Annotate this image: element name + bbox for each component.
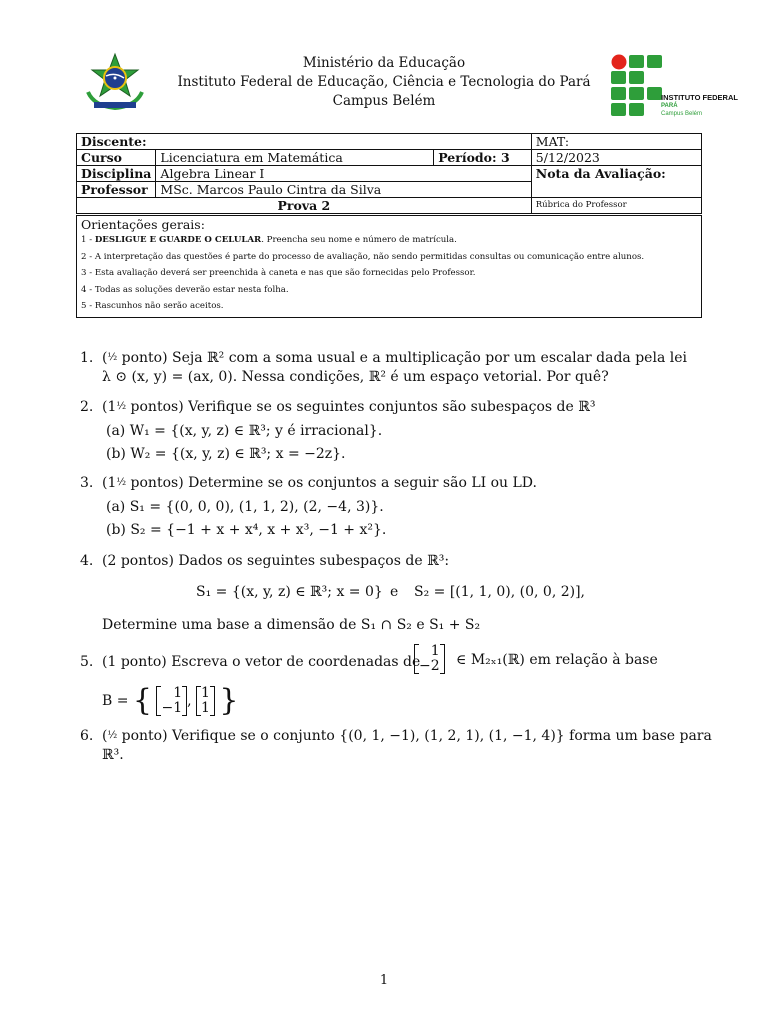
subspace-s1: S₁ = {(x, y, z) ∈ ℝ³; x = 0} xyxy=(196,584,383,600)
question-5 xyxy=(80,652,420,672)
subspace-conjunction: e xyxy=(390,584,399,600)
basis-vector-1-entry-1: 1 xyxy=(173,685,183,701)
vector-entry-1: 1 xyxy=(430,643,440,659)
professor-value: MSc. Marcos Paulo Cintra da Silva xyxy=(156,182,531,198)
coordinate-vector-matrix xyxy=(414,644,445,674)
if-logo-text-state: PARÁ xyxy=(661,103,678,109)
question-3-text: (1½ pontos) Determine se os conjuntos a seguir são LI ou LD. xyxy=(102,475,537,491)
exam-date: 5/12/2023 xyxy=(531,150,701,166)
question-4 xyxy=(80,551,449,571)
basis-close-brace: } xyxy=(219,683,239,718)
guideline-item-2: 2 - A interpretação das questões é parte do processo de avaliação, não sendo permitidas consultas ou comunicação entre alunos. xyxy=(81,251,645,262)
exam-title: Prova 2 xyxy=(77,198,532,214)
if-logo-text-campus: Campus Belém xyxy=(661,111,703,117)
basis-vector-1 xyxy=(156,686,187,716)
question-6-line-2: ℝ³. xyxy=(102,747,124,763)
question-4-task: Determine uma base a dimensão de S₁ ∩ S₂ e S₁ + S₂ xyxy=(102,617,481,633)
basis-open-brace: { xyxy=(132,683,153,718)
half-point-fraction: ½ xyxy=(107,730,118,741)
question-6 xyxy=(80,726,712,746)
basis-b xyxy=(102,682,238,720)
header-line-institute: Instituto Federal de Educação, Ciência e Tecnologia do Pará xyxy=(177,74,591,90)
brazil-coat-of-arms-icon xyxy=(80,52,150,114)
guideline-item-4: 4 - Todas as soluções deverão estar nesta folha. xyxy=(81,284,289,295)
question-6-number: 6. xyxy=(80,728,94,744)
disciplina-value: Algebra Linear I xyxy=(156,166,531,182)
question-1-number: 1. xyxy=(80,350,94,366)
question-5-space: ∈ M₂ₓ₁(ℝ) em relação à base xyxy=(456,652,658,668)
vector-entry-2: −2 xyxy=(419,658,440,674)
periodo-label: Período: 3 xyxy=(434,150,532,166)
question-4-number: 4. xyxy=(80,553,94,569)
half-point-fraction: ½ xyxy=(116,477,127,488)
curso-label: Curso xyxy=(77,150,156,166)
guideline-item-1-bold: DESLIGUE E GUARDE O CELULAR xyxy=(94,235,262,245)
subspace-s2: S₂ = [(1, 1, 0), (0, 0, 2)], xyxy=(414,584,586,600)
guideline-item-3: 3 - Esta avaliação deverá ser preenchida à caneta e nas que são fornecidas pelo Professor. xyxy=(81,268,476,278)
question-4-text: (2 pontos) Dados os seguintes subespaços de ℝ³: xyxy=(102,553,450,569)
question-5-number: 5. xyxy=(80,654,94,670)
question-3b: (b) S₂ = {−1 + x + x⁴, x + x³, −1 + x²}. xyxy=(106,522,387,538)
mat-field[interactable]: MAT: xyxy=(531,134,701,150)
question-1-line-2: λ ⊙ (x, y) = (ax, 0). Nessa condições, ℝ² é um espaço vetorial. Por quê? xyxy=(102,369,609,385)
discente-field[interactable]: Discente: xyxy=(77,134,532,150)
guidelines-title: Orientações gerais: xyxy=(81,217,205,232)
header-line-ministry: Ministério da Educação xyxy=(302,55,466,71)
question-6-text: (½ ponto) Verifique se o conjunto {(0, 1, −1), (1, 2, 1), (1, −1, 4)} forma um base para xyxy=(102,728,712,744)
basis-vector-2-entry-1: 1 xyxy=(201,685,210,701)
curso-value: Licenciatura em Matemática xyxy=(156,150,434,166)
basis-vector-2-entry-2: 1 xyxy=(201,700,210,716)
question-1-text: (½ ponto) Seja ℝ² com a soma usual e a multiplicação por um escalar dada pela lei xyxy=(102,350,687,366)
basis-label: B = xyxy=(102,693,129,709)
header-line-campus: Campus Belém xyxy=(332,93,436,109)
guideline-item-1 xyxy=(81,232,697,249)
question-2-text: (1½ pontos) Verifique se os seguintes conjuntos são subespaços de ℝ³ xyxy=(102,399,596,415)
question-2b: (b) W₂ = {(x, y, z) ∈ ℝ³; x = −2z}. xyxy=(106,446,346,462)
page-number: 1 xyxy=(379,973,389,988)
question-2-number: 2. xyxy=(80,399,94,415)
if-logo-text-institute: INSTITUTO FEDERAL xyxy=(661,93,738,102)
half-point-fraction: ½ xyxy=(107,352,118,363)
basis-vector-2 xyxy=(196,686,215,716)
question-3 xyxy=(80,473,537,493)
basis-vector-1-entry-2: −1 xyxy=(161,700,183,716)
if-logo-text xyxy=(661,93,738,117)
guideline-item-1-rest: . Preencha seu nome e número de matrícula. xyxy=(261,235,457,245)
rubrica-field[interactable]: Rúbrica do Professor xyxy=(531,198,701,214)
basis-separator: , xyxy=(187,693,192,709)
institution-header xyxy=(150,54,618,111)
question-1 xyxy=(80,348,687,368)
general-guidelines xyxy=(76,215,702,318)
question-2 xyxy=(80,397,595,417)
professor-label: Professor xyxy=(77,182,156,198)
student-info-table xyxy=(76,133,702,214)
question-3a: (a) S₁ = {(0, 0, 0), (1, 1, 2), (2, −4, 3)}. xyxy=(106,499,384,515)
question-3-number: 3. xyxy=(80,475,94,491)
half-point-fraction: ½ xyxy=(116,401,127,412)
question-5-text: (1 ponto) Escreva o vetor de coordenadas de xyxy=(102,654,421,670)
coordinate-vector xyxy=(414,644,445,674)
disciplina-label: Disciplina xyxy=(77,166,156,182)
question-2a: (a) W₁ = {(x, y, z) ∈ ℝ³; y é irracional}. xyxy=(106,423,383,439)
guideline-item-5: 5 - Rascunhos não serão aceitos. xyxy=(81,301,224,311)
guideline-item-1-prefix: 1 - xyxy=(81,235,95,245)
nota-field[interactable]: Nota da Avaliação: xyxy=(531,166,701,198)
